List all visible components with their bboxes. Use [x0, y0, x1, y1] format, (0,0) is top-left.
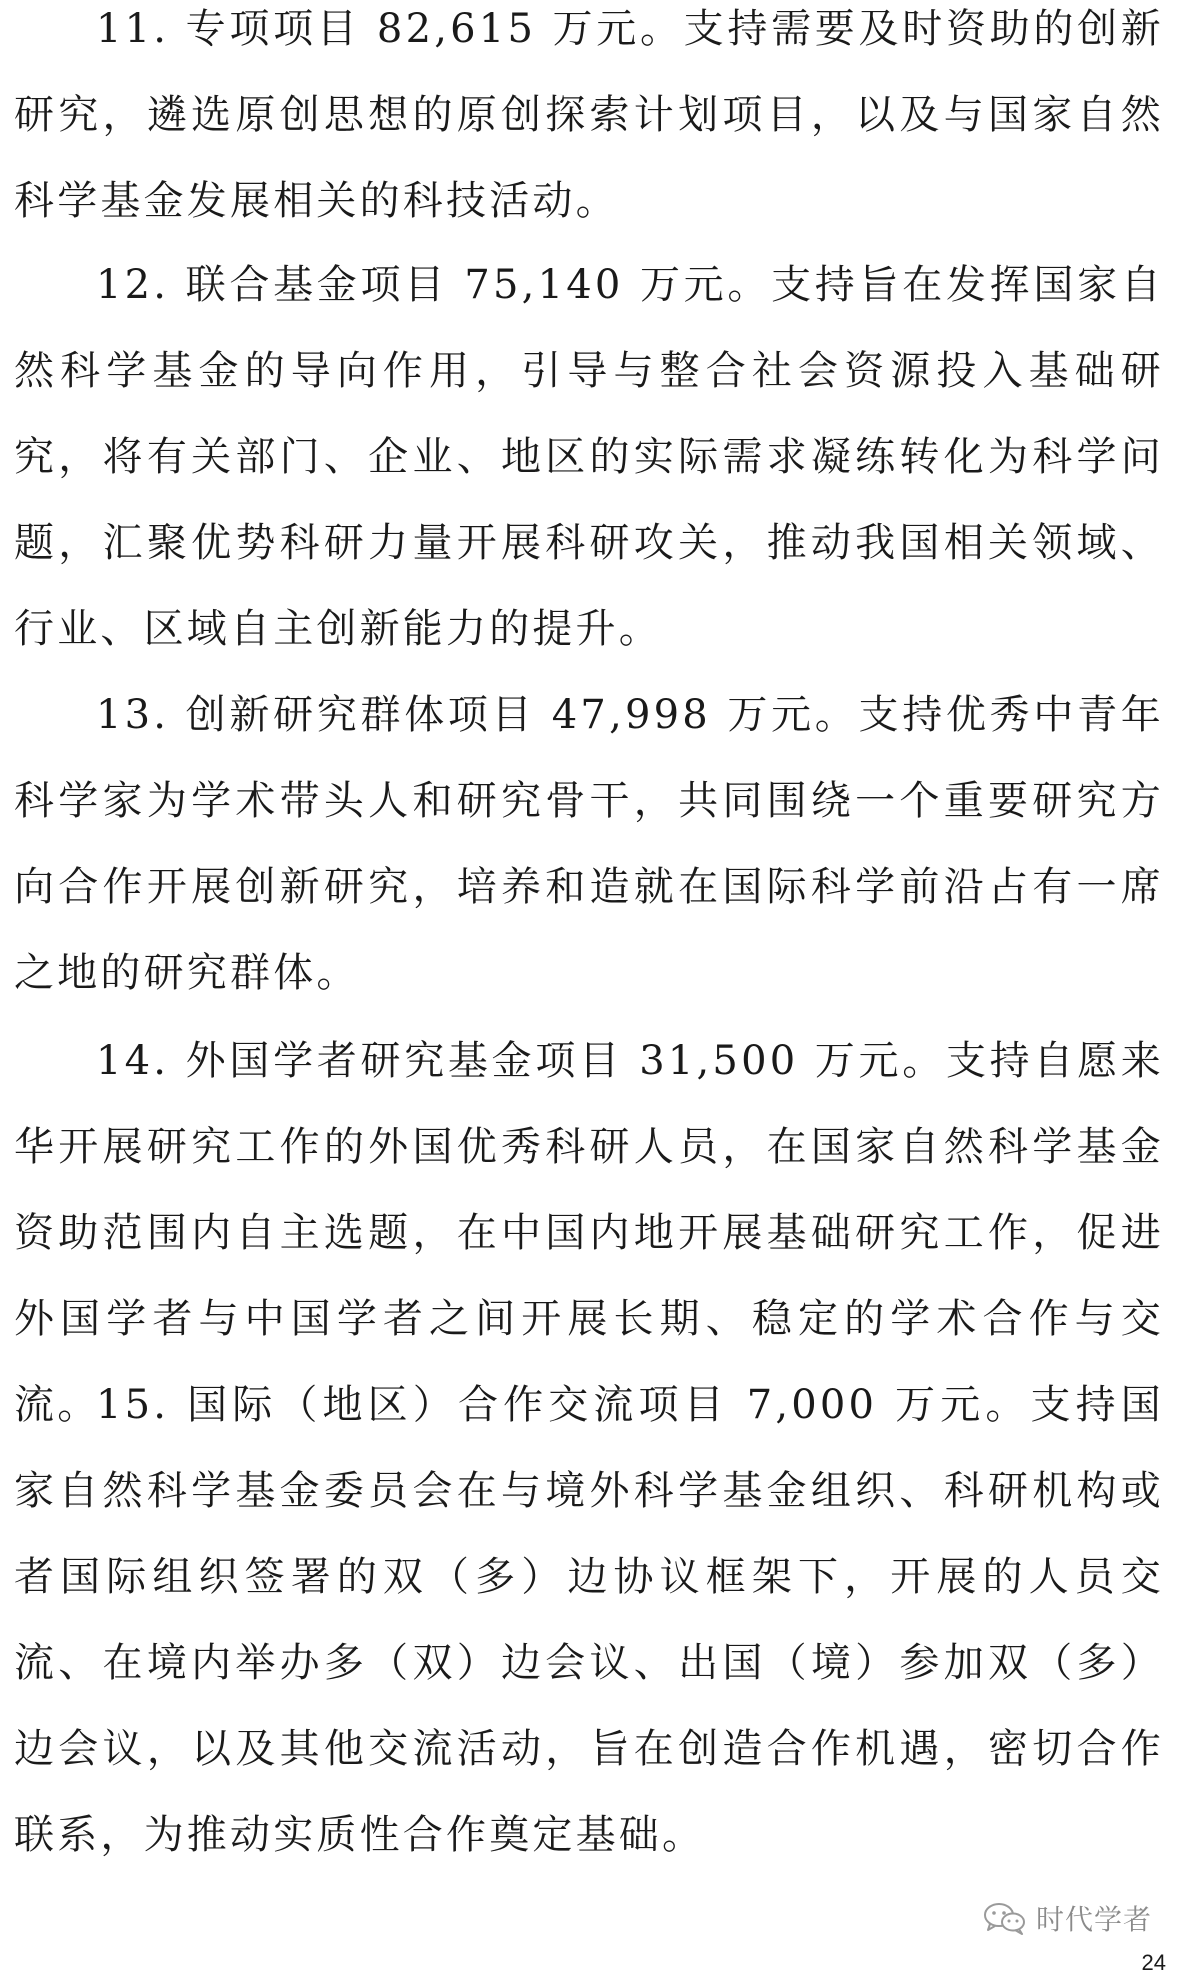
paragraph-item-13: 13. 创新研究群体项目 47,998 万元。支持优秀中青年科学家为学术带头人和研究骨干，共同围绕一个重要研究方向合作开展创新研究，培养和造就在国际科学前沿占有一席之地的研究群体。 — [14, 692, 1164, 996]
paragraph-item-14: 14. 外国学者研究基金项目 31,500 万元。支持自愿来华开展研究工作的外国优秀科研人员，在国家自然科学基金资助范围内自主选题，在中国内地开展基础研究工作，促进外国学者与中国学者之间开展长期、稳定的学术合作与交流。 — [14, 1038, 1164, 1428]
wechat-icon — [982, 1900, 1028, 1936]
paragraph-item-12: 12. 联合基金项目 75,140 万元。支持旨在发挥国家自然科学基金的导向作用，引导与整合社会资源投入基础研究，将有关部门、企业、地区的实际需求凝练转化为科学问题，汇聚优势科研力量开展科研攻关，推动我国相关领域、行业、区域自主创新能力的提升。 — [14, 262, 1164, 652]
paragraph-item-15: 15. 国际（地区）合作交流项目 7,000 万元。支持国家自然科学基金委员会在与境外科学基金组织、科研机构或者国际组织签署的双（多）边协议框架下，开展的人员交流、在境内举办多（双）边会议、出国（境）参加双（多）边会议，以及其他交流活动，旨在创造合作机遇，密切合作联系，为推动实质性合作奠定基础。 — [14, 1382, 1164, 1858]
paragraph-item-11: 11. 专项项目 82,615 万元。支持需要及时资助的创新研究，遴选原创思想的原创探索计划项目，以及与国家自然科学基金发展相关的科技活动。 — [14, 6, 1164, 224]
watermark-text: 时代学者 — [1035, 1903, 1152, 1936]
watermark — [982, 1898, 1152, 1938]
page-number: 24 — [1141, 1950, 1166, 1975]
